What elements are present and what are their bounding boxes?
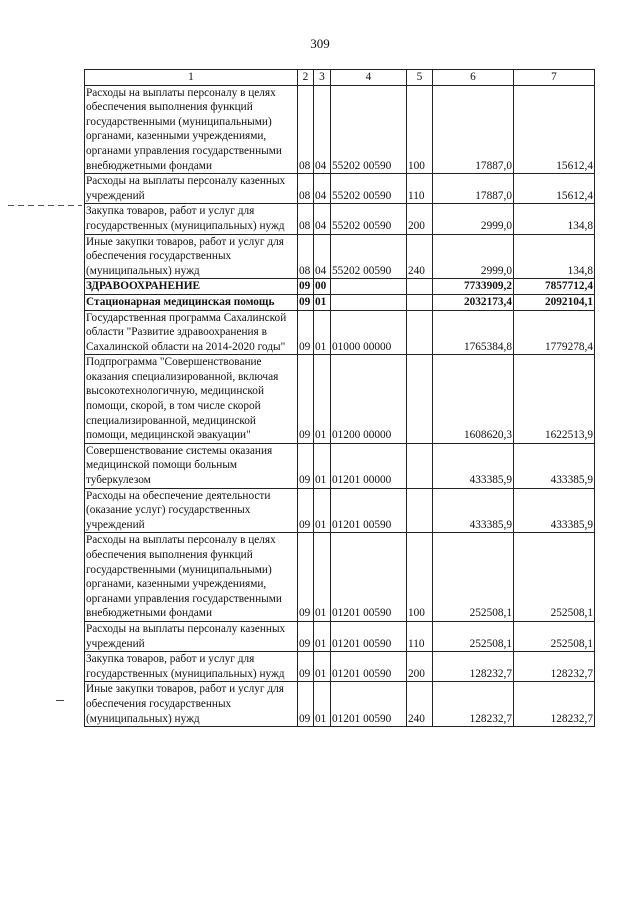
row-value-cell: 1622513,9 [514,355,595,444]
page-number: 309 [310,36,330,51]
row-value-cell [331,294,407,310]
row-value-cell: 09 [298,279,314,295]
row-value-cell: 08 [298,174,314,204]
row-value-cell [407,310,433,355]
scan-artifact-line [8,205,82,206]
row-value-cell: 2092104,1 [514,294,595,310]
row-value-cell: 01201 00000 [331,443,407,488]
table-row [85,533,595,622]
row-value-cell [407,279,433,295]
row-value-cell: 55202 00590 [331,174,407,204]
row-label-cell: Расходы на выплаты персоналу в целях обеспечения выполнения функций государственными (муниципальными) органами, казенными учреждениями, органами управления государственными внебюджетными фондами [85,85,298,174]
row-value-cell: 200 [407,204,433,234]
row-label-cell: Совершенствование системы оказания медицинской помощи больным туберкулезом [85,443,298,488]
row-value-cell: 433385,9 [514,443,595,488]
row-value-cell: 200 [407,652,433,682]
row-value-cell [407,488,433,533]
row-label-cell: Закупка товаров, работ и услуг для государственных (муниципальных) нужд [85,652,298,682]
row-value-cell: 110 [407,621,433,651]
row-value-cell: 128232,7 [433,682,514,727]
table-row [85,621,595,651]
row-value-cell: 09 [298,443,314,488]
row-value-cell: 2032173,4 [433,294,514,310]
row-value-cell: 09 [298,294,314,310]
row-value-cell: 01 [314,355,331,444]
row-value-cell: 09 [298,621,314,651]
row-label-cell: Расходы на обеспечение деятельности (оказание услуг) государственных учреждений [85,488,298,533]
row-value-cell: 240 [407,682,433,727]
row-label-cell: Расходы на выплаты персоналу казенных учреждений [85,621,298,651]
row-value-cell: 110 [407,174,433,204]
row-label-cell: Закупка товаров, работ и услуг для государственных (муниципальных) нужд [85,204,298,234]
row-value-cell: 01 [314,533,331,622]
row-value-cell: 04 [314,174,331,204]
table-row [85,488,595,533]
row-value-cell: 55202 00590 [331,204,407,234]
budget-table [84,69,595,727]
column-header: 1 [85,70,298,86]
table-row [85,234,595,279]
table-row [85,652,595,682]
scan-artifact-mark [56,700,64,701]
row-value-cell: 08 [298,234,314,279]
row-value-cell: 09 [298,355,314,444]
table-row [85,279,595,295]
row-value-cell: 01201 00590 [331,682,407,727]
row-value-cell [407,294,433,310]
row-value-cell: 01 [314,621,331,651]
table-row [85,355,595,444]
row-value-cell: 134,8 [514,204,595,234]
row-value-cell: 01 [314,443,331,488]
row-value-cell: 2999,0 [433,234,514,279]
row-value-cell: 1779278,4 [514,310,595,355]
row-value-cell: 01 [314,294,331,310]
row-value-cell: 09 [298,533,314,622]
row-value-cell: 04 [314,85,331,174]
row-value-cell: 01201 00590 [331,621,407,651]
table-row [85,682,595,727]
row-value-cell: 128232,7 [514,682,595,727]
row-value-cell: 00 [314,279,331,295]
row-label-cell: ЗДРАВООХРАНЕНИЕ [85,279,298,295]
row-value-cell: 1608620,3 [433,355,514,444]
row-value-cell: 09 [298,652,314,682]
row-value-cell: 04 [314,204,331,234]
column-header: 3 [314,70,331,86]
row-value-cell [407,355,433,444]
row-value-cell: 433385,9 [433,488,514,533]
row-value-cell: 09 [298,682,314,727]
row-label-cell: Расходы на выплаты персоналу казенных учреждений [85,174,298,204]
row-value-cell: 15612,4 [514,85,595,174]
table-row [85,310,595,355]
row-value-cell: 08 [298,204,314,234]
row-value-cell: 1765384,8 [433,310,514,355]
row-value-cell: 252508,1 [433,533,514,622]
row-label-cell: Подпрограмма "Совершенствование оказания специализированной, включая высокотехнологичную, медицинской помощи, скорой, в том числе скорой специализированной, медицинской помощи, медицинской эвакуации" [85,355,298,444]
column-header: 4 [331,70,407,86]
row-value-cell: 128232,7 [514,652,595,682]
row-value-cell: 433385,9 [433,443,514,488]
row-value-cell [331,279,407,295]
table-row [85,204,595,234]
row-value-cell: 17887,0 [433,85,514,174]
row-value-cell: 01201 00590 [331,652,407,682]
row-value-cell: 09 [298,488,314,533]
row-value-cell: 55202 00590 [331,234,407,279]
column-header: 6 [433,70,514,86]
row-value-cell: 100 [407,533,433,622]
table-row [85,85,595,174]
row-value-cell: 04 [314,234,331,279]
row-value-cell: 128232,7 [433,652,514,682]
table-body [85,85,595,727]
column-header: 2 [298,70,314,86]
row-value-cell: 15612,4 [514,174,595,204]
table-row [85,174,595,204]
row-label-cell: Иные закупки товаров, работ и услуг для обеспечения государственных (муниципальных) нужд [85,234,298,279]
row-value-cell: 01200 00000 [331,355,407,444]
row-value-cell: 240 [407,234,433,279]
row-value-cell: 2999,0 [433,204,514,234]
row-value-cell: 252508,1 [514,533,595,622]
row-value-cell: 55202 00590 [331,85,407,174]
column-header: 5 [407,70,433,86]
row-value-cell: 09 [298,310,314,355]
row-value-cell: 01 [314,310,331,355]
row-label-cell: Государственная программа Сахалинской области "Развитие здравоохранения в Сахалинской области на 2014-2020 годы" [85,310,298,355]
row-value-cell: 08 [298,85,314,174]
row-value-cell: 01 [314,488,331,533]
row-value-cell: 100 [407,85,433,174]
row-value-cell: 252508,1 [433,621,514,651]
row-value-cell: 7733909,2 [433,279,514,295]
row-value-cell: 01 [314,652,331,682]
row-value-cell: 01201 00590 [331,533,407,622]
row-value-cell: 7857712,4 [514,279,595,295]
table-header-row [85,70,595,86]
row-value-cell: 01000 00000 [331,310,407,355]
row-label-cell: Стационарная медицинская помощь [85,294,298,310]
row-value-cell: 17887,0 [433,174,514,204]
row-value-cell: 01 [314,682,331,727]
row-value-cell [407,443,433,488]
row-value-cell: 252508,1 [514,621,595,651]
table-row [85,294,595,310]
row-value-cell: 134,8 [514,234,595,279]
row-value-cell: 433385,9 [514,488,595,533]
table-row [85,443,595,488]
row-value-cell: 01201 00590 [331,488,407,533]
row-label-cell: Иные закупки товаров, работ и услуг для обеспечения государственных (муниципальных) нужд [85,682,298,727]
column-header: 7 [514,70,595,86]
row-label-cell: Расходы на выплаты персоналу в целях обеспечения выполнения функций государственными (муниципальными) органами, казенными учреждениями, органами управления государственными внебюджетными фондами [85,533,298,622]
